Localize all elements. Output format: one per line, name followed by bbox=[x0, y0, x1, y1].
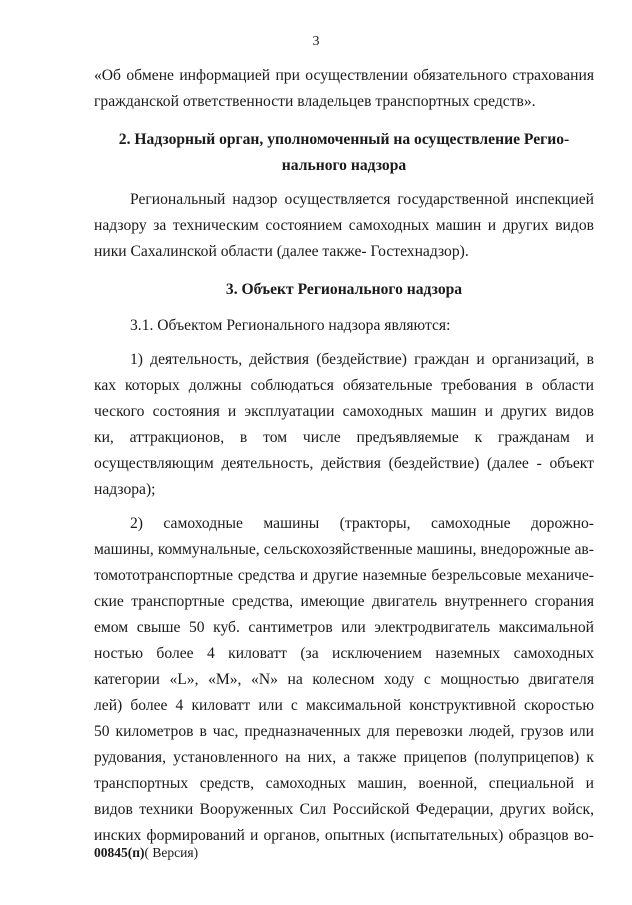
item-1-line-5: осуществляющим деятельность, действия (бездействие) (далее - объект bbox=[94, 455, 594, 472]
item-2-line-11: транспортных средств, самоходных машин, военной, специальной и bbox=[94, 775, 594, 792]
intro-line-1: «Об обмене информацией при осуществлении обязательного страхования bbox=[94, 67, 594, 84]
document-footer bbox=[94, 845, 198, 861]
intro-line-2: гражданской ответственности владельцев транспортных средств». bbox=[94, 93, 536, 110]
item-2-line-9: 50 километров в час, предназначенных для перевозки людей, грузов или bbox=[94, 723, 594, 740]
document-code: 00845(п) bbox=[94, 845, 145, 860]
section-2-heading-line-1: 2. Надзорный орган, уполномоченный на осуществление Регио- bbox=[118, 131, 570, 148]
document-version: ( Версия) bbox=[144, 845, 199, 860]
item-2-line-3: томототранспортные средства и другие наземные безрельсовые механиче- bbox=[94, 567, 594, 584]
item-2-line-7: категории «L», «M», «N» на колесном ходу с мощностью двигателя bbox=[94, 671, 594, 688]
item-1-line-4: ки, аттракционов, в том числе предъявляемые к гражданам и bbox=[94, 429, 594, 446]
document-body bbox=[94, 63, 594, 849]
item-2-line-6: ностью более 4 киловатт (за исключением наземных самоходных bbox=[94, 645, 594, 662]
item-1-line-6: надзора); bbox=[94, 481, 156, 498]
section-2-body-line-1: Региональный надзор осуществляется государственной инспекцией bbox=[130, 191, 594, 208]
section-2-body-line-2: надзору за техническим состоянием самоходных машин и других видов bbox=[94, 217, 594, 234]
section-2-heading-line-2: нального надзора bbox=[281, 157, 407, 174]
item-1-line-1: 1) деятельность, действия (бездействие) граждан и организаций, в bbox=[130, 351, 594, 368]
item-2-line-2: машины, коммунальные, сельскохозяйственные машины, внедорожные ав- bbox=[94, 541, 594, 558]
item-2-line-4: ские транспортные средства, имеющие двигатель внутреннего сгорания bbox=[94, 593, 594, 610]
item-2-line-8: лей) более 4 киловатт или с максимальной конструктивной скоростью bbox=[94, 697, 594, 714]
clause-3-1: 3.1. Объектом Регионального надзора являются: bbox=[130, 317, 451, 334]
item-2-line-5: емом свыше 50 куб. сантиметров или электродвигатель максимальной bbox=[94, 619, 594, 636]
section-3-heading: 3. Объект Регионального надзора bbox=[225, 281, 463, 298]
item-1-line-3: ческого состояния и эксплуатации самоходных машин и других видов bbox=[94, 403, 594, 420]
item-2-line-1: 2) самоходные машины (тракторы, самоходные дорожно- bbox=[130, 515, 594, 532]
item-2-line-12: видов техники Вооруженных Сил Российской Федерации, других войск, bbox=[94, 801, 594, 818]
section-2-body-line-3: ники Сахалинской области (далее также- Гостехнадзор). bbox=[94, 243, 469, 260]
item-1-line-2: ках которых должны соблюдаться обязательные требования в области bbox=[94, 377, 594, 394]
item-2-line-13: инских формирований и органов, опытных (испытательных) образцов во- bbox=[94, 827, 594, 844]
item-2-line-10: рудования, установленного на них, а также прицепов (полуприцепов) к bbox=[94, 749, 594, 766]
page-number: 3 bbox=[312, 34, 320, 49]
